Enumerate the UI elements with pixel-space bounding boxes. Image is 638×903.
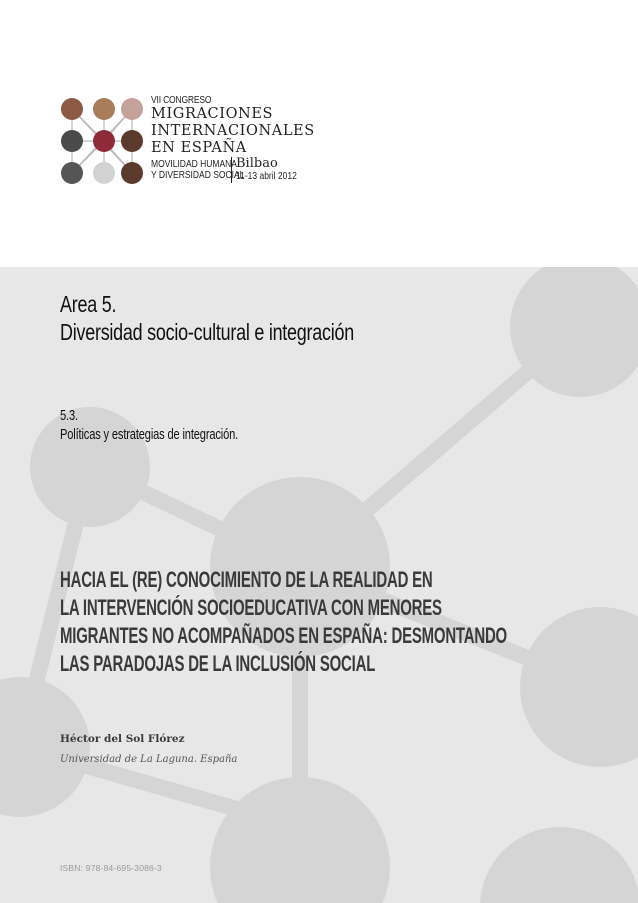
subarea-heading — [60, 406, 238, 444]
logo-dot — [93, 162, 115, 184]
logo-dot — [93, 98, 115, 120]
logo-dot — [121, 98, 143, 120]
paper-title-line: HACIA EL (RE) CONOCIMIENTO DE LA REALIDAD EN — [60, 567, 433, 592]
logo-city: Bilbao — [236, 156, 278, 171]
author-affiliation: Universidad de La Laguna. España — [60, 754, 238, 765]
logo-dot — [121, 162, 143, 184]
author-name: Héctor del Sol Flórez — [60, 733, 185, 745]
paper-title — [60, 566, 507, 678]
logo-sub-1: MOVILIDAD HUMANA — [151, 159, 237, 170]
subarea-name: Políticas y estrategias de integración. — [60, 426, 239, 443]
paper-title-line: LA INTERVENCIÓN SOCIOEDUCATIVA CON MENORES — [60, 595, 442, 620]
logo-dot — [121, 130, 143, 152]
congress-logo — [60, 96, 146, 188]
logo-sub-2: Y DIVERSIDAD SOCIAL — [151, 170, 245, 181]
logo-dot — [93, 130, 115, 152]
area-number: Area 5. — [60, 291, 117, 317]
area-heading — [60, 290, 354, 346]
logo-dot — [61, 162, 83, 184]
logo-dot — [61, 130, 83, 152]
logo-dates: 11-13 abril 2012 — [236, 171, 297, 182]
area-name: Diversidad socio-cultural e integración — [60, 319, 355, 345]
logo-line-3: EN ESPAÑA — [151, 140, 247, 156]
logo-line-1: MIGRACIONES — [151, 106, 274, 122]
isbn-number: ISBN: 978-84-695-3086-3 — [60, 863, 162, 873]
logo-subtitle-block — [151, 156, 297, 182]
paper-title-line: MIGRANTES NO ACOMPAÑADOS EN ESPAÑA: DESMONTANDO — [60, 623, 507, 648]
paper-title-line: LAS PARADOJAS DE LA INCLUSIÓN SOCIAL — [60, 651, 376, 676]
logo-city-block — [231, 157, 308, 183]
logo-line-2: INTERNACIONALES — [151, 123, 315, 139]
congress-logo-text — [151, 95, 315, 182]
congress-number: VII CONGRESO — [151, 95, 212, 106]
subarea-number: 5.3. — [60, 407, 78, 424]
logo-dot — [61, 98, 83, 120]
